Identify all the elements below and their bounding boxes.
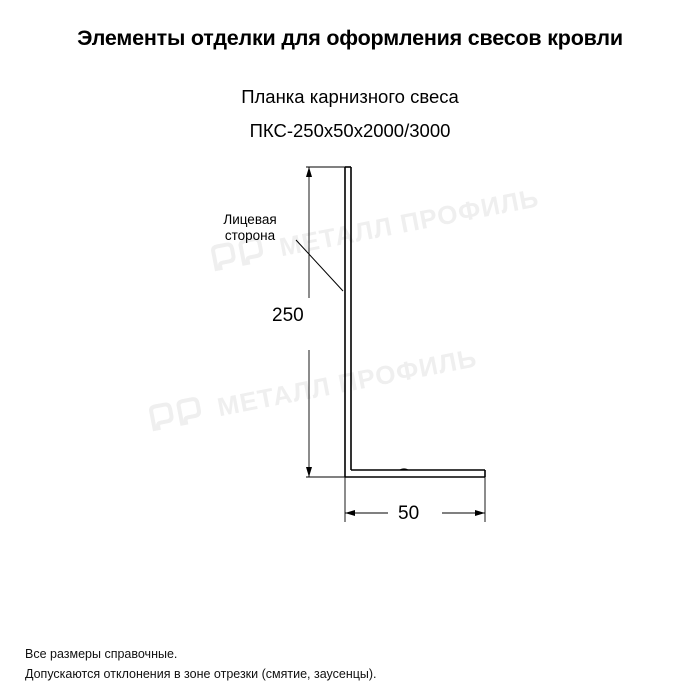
dimension-height-label: 250 bbox=[272, 305, 304, 326]
dim-arrow-50-right bbox=[475, 510, 485, 516]
face-side-label bbox=[205, 212, 295, 244]
footer-note-2: Допускаются отклонения в зоне отрезки (смятие, заусенцы). bbox=[25, 667, 377, 681]
watermark-label: МЕТАЛЛ ПРОФИЛЬ bbox=[276, 182, 542, 263]
footer-note-1: Все размеры справочные. bbox=[25, 647, 178, 661]
watermark-label: МЕТАЛЛ ПРОФИЛЬ bbox=[214, 342, 480, 423]
face-side-label-line2: сторона bbox=[224, 228, 276, 243]
footer-notes bbox=[25, 644, 377, 684]
product-name: Планка карнизного свеса bbox=[241, 86, 459, 107]
face-label-leader bbox=[296, 240, 343, 291]
technical-drawing bbox=[0, 150, 700, 580]
dim-arrow-250-top bbox=[306, 167, 312, 177]
dim-arrow-50-left bbox=[345, 510, 355, 516]
dimension-width-label: 50 bbox=[398, 503, 420, 524]
face-side-label-line1: Лицевая bbox=[223, 212, 277, 227]
page-title: Элементы отделки для оформления свесов кровли bbox=[77, 26, 623, 50]
dim-arrow-250-bottom bbox=[306, 467, 312, 477]
product-code: ПКС-250х50х2000/3000 bbox=[249, 120, 451, 141]
